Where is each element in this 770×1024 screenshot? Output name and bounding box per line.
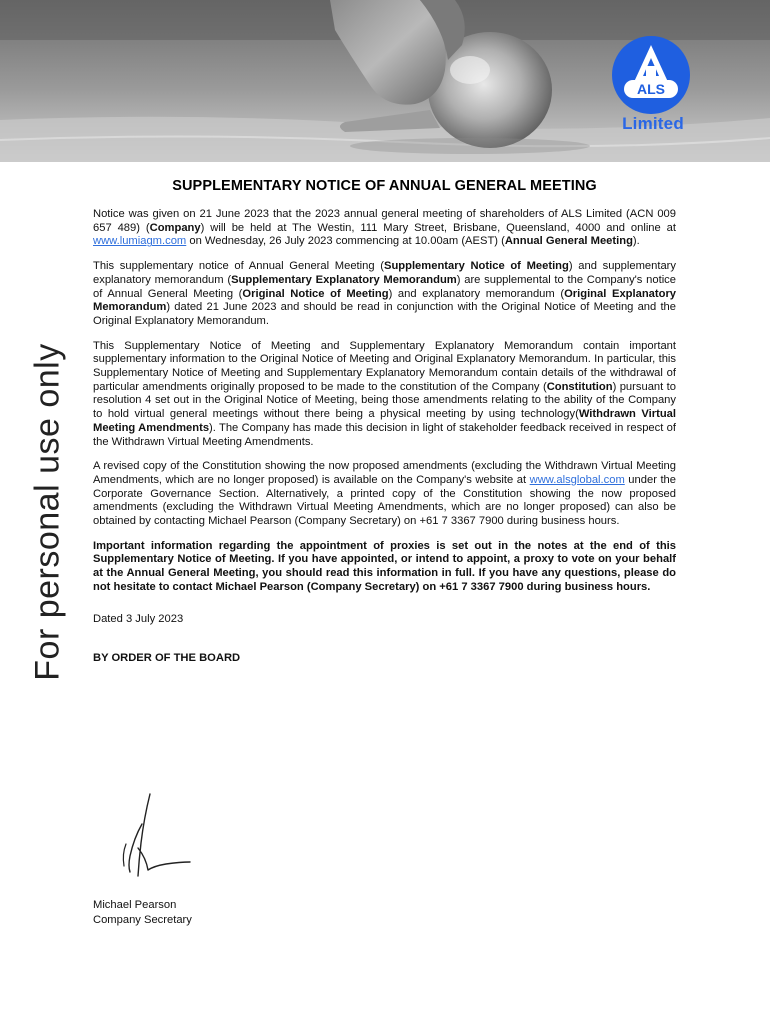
bold-term-company: Company (149, 221, 201, 234)
text-segment: Notice was given on 21 June 2023 that the 2023 annual general meeting of shareholders of ALS Limited (ACN 009 657 489) ( (93, 208, 676, 234)
personal-use-watermark: For personal use only (28, 343, 67, 681)
paragraph-meeting-details (93, 208, 676, 249)
bold-term: Constitution (546, 380, 613, 393)
text-segment: ) and supplementary explanatory memorandum ( (93, 260, 676, 286)
text-segment: A revised copy of the Constitution showing the now proposed amendments (excluding the Withdrawn Virtual Meeting Amendments, which are no longer proposed) is available on the Company's website at (93, 460, 676, 486)
dated-line: Dated 3 July 2023 (93, 612, 184, 625)
handwritten-signature (108, 788, 218, 888)
signatory-role: Company Secretary (93, 914, 192, 926)
board-order-line: BY ORDER OF THE BOARD (93, 652, 241, 665)
signatory-block (93, 898, 192, 928)
text-segment: This supplementary notice of Annual General Meeting ( (93, 260, 384, 273)
bold-term: Supplementary Explanatory Memorandum (231, 273, 457, 286)
text-segment: ) will be held at The Westin, 111 Mary Street, Brisbane, Queensland, 4000 and online at (200, 221, 676, 234)
paragraph-withdrawal-details (93, 340, 676, 450)
als-logo-emblem (612, 36, 690, 114)
alsglobal-link[interactable]: www.alsglobal.com (529, 473, 625, 486)
text-segment: ) pursuant to resolution 4 set out in the Original Notice of Meeting, being those amendments relating to the ability of the Company to hold virtual general meetings without there being a physical meeting by using technology( (93, 380, 676, 421)
signatory-name: Michael Pearson (93, 899, 177, 911)
lumiagm-link[interactable]: www.lumiagm.com (93, 235, 187, 248)
text-segment: This Supplementary Notice of Meeting and Supplementary Explanatory Memorandum contain important supplementary information to the Original Notice of Meeting and Original Explanatory Memorandum. In particular, this Supplementary Notice of Meeting and Supplementary Explanatory Memorandum contain details of the withdrawal of particular amendments originally proposed to be made to the constitution of the Company ( (93, 339, 676, 393)
bold-term: Original Notice of Meeting (242, 287, 389, 300)
bold-term: Supplementary Notice of Meeting (383, 260, 569, 273)
bold-term: Original Explanatory Memorandum (93, 287, 677, 314)
text-segment: ) and explanatory memorandum ( (388, 287, 565, 300)
paragraph-revised-constitution (93, 460, 676, 529)
paragraph-supplementary-definitions (93, 260, 676, 329)
als-logo (612, 36, 692, 136)
paragraph-proxy-information: Important information regarding the appointment of proxies is set out in the notes at the end of this Supplementary Notice of Meeting. If you have appointed, or intend to appoint, a proxy to vote on your behalf at the Annual General Meeting, you should read this information in full. If you have any questions, please do not hesitate to contact Michael Pearson (Company Secretary) on +61 7 3367 7900 during business hours. (93, 539, 676, 593)
text-segment: under the Corporate Governance Section. Alternatively, a printed copy of the Constitution showing the now proposed amendments (excluding the Withdrawn Virtual Meeting Amendments, which are no longer proposed) can also be obtained by contacting Michael Pearson (Company Secretary) on +61 7 3367 7900 during business hours. (93, 473, 676, 528)
text-segment: ) dated 21 June 2023 and should be read in conjunction with the Original Notice of Meeting and the Original Explanatory Memorandum. (93, 301, 676, 327)
text-segment: ). The Company has made this decision in light of stakeholder feedback received in respect of the Withdrawn Virtual Meeting Amendments. (93, 421, 676, 448)
bold-term: Withdrawn Virtual Meeting Amendments (93, 408, 677, 434)
notice-body (93, 178, 676, 677)
logo-limited-label: Limited (622, 114, 684, 133)
als-logo-text: ALS (637, 81, 665, 97)
bold-term-agm: Annual General Meeting (504, 235, 633, 248)
text-segment: ) are supplemental to the Company's notice of Annual General Meeting ( (93, 273, 676, 300)
text-segment: ). (632, 235, 640, 248)
text-segment: on Wednesday, 26 July 2023 commencing at 10.00am (AEST) ( (186, 235, 505, 248)
notice-title: SUPPLEMENTARY NOTICE OF ANNUAL GENERAL MEETING (172, 178, 597, 194)
